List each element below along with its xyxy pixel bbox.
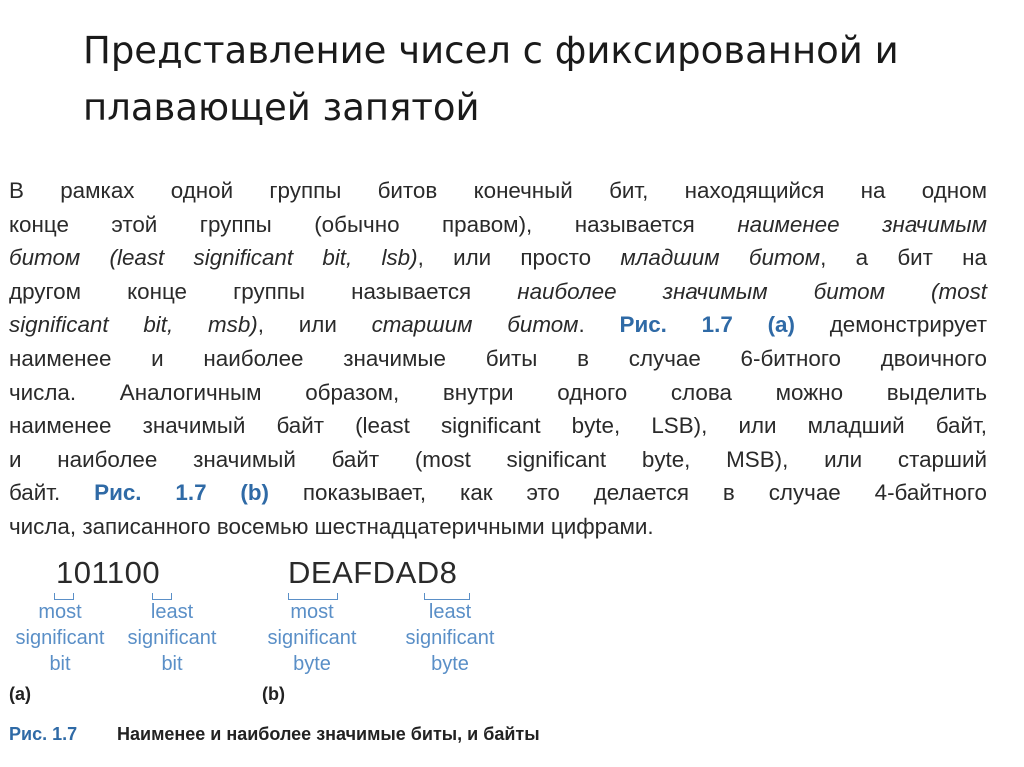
figure-a	[0, 555, 240, 695]
paragraph-line	[9, 174, 987, 208]
caption-word: byte	[431, 653, 469, 675]
paragraph-line	[9, 510, 987, 544]
text-run: конце этой группы (обычно правом), называется	[9, 211, 738, 237]
text-run: наименее и наиболее значимые биты в случае 6-битного двоичного	[9, 345, 987, 371]
caption-word: least	[428, 601, 472, 623]
paragraph-line	[9, 241, 987, 275]
caption-word: least	[150, 601, 194, 623]
text-run: числа, записанного восемью шестнадцатеричными цифрами.	[9, 513, 654, 539]
figure-b-label: (b)	[262, 684, 285, 704]
text-run: наименее значимый байт (least significant byte, LSB), или младший байт,	[9, 413, 987, 439]
caption-word: most	[290, 601, 334, 623]
caption-text: Наименее и наиболее значимые биты, и байты	[117, 724, 540, 744]
lsb-caption	[112, 599, 232, 677]
figure-caption	[9, 724, 540, 745]
text-run: , или просто	[417, 245, 621, 271]
paragraph-line	[9, 342, 987, 376]
body-paragraph	[9, 174, 987, 544]
paragraph-line	[9, 376, 987, 410]
figure-a-label: (a)	[9, 684, 31, 704]
text-run: .	[578, 312, 620, 338]
paragraph-line	[9, 208, 987, 242]
slide-title	[83, 22, 1003, 136]
italic-term: старшим битом	[371, 312, 579, 338]
text-run: показывает, как это делается в случае 4-байтного	[269, 480, 988, 506]
caption-word: bit	[161, 653, 183, 675]
italic-term: младшим битом	[620, 245, 821, 271]
slide-title-line-1: Представление чисел с фиксированной и	[83, 29, 899, 72]
paragraph-line	[9, 476, 987, 510]
slide-title-line-2: плавающей запятой	[83, 86, 480, 129]
caption-word: byte	[293, 653, 331, 675]
caption-word: significant	[127, 627, 217, 649]
paragraph-line	[9, 409, 987, 443]
paragraph-line	[9, 308, 987, 342]
italic-term: наиболее значимым битом (most	[517, 278, 987, 304]
caption-word: most	[38, 601, 82, 623]
text-run: , или	[257, 312, 372, 338]
text-run: и наиболее значимый байт (most significant byte, MSB), или старший	[9, 446, 987, 472]
text-run: другом конце группы называется	[9, 278, 518, 304]
caption-word: significant	[15, 627, 105, 649]
text-run: числа. Аналогичным образом, внутри одного слова можно выделить	[9, 379, 987, 405]
text-run: В рамках одной группы битов конечный бит, находящийся на одном	[9, 178, 987, 203]
paragraph-line	[9, 275, 987, 309]
caption-word: significant	[267, 627, 357, 649]
text-run: , а бит на	[820, 245, 987, 271]
binary-number: 101100	[56, 555, 161, 590]
caption-word: significant	[405, 627, 495, 649]
italic-term: significant bit, msb)	[9, 312, 258, 338]
text-run: демонстрирует	[794, 312, 987, 338]
msb-caption	[0, 599, 120, 677]
text-run: байт.	[9, 480, 95, 506]
figure-reference-b: Рис. 1.7 (b)	[94, 480, 270, 506]
paragraph-line	[9, 443, 987, 477]
caption-number: Рис. 1.7	[9, 724, 78, 744]
figure-reference-a: Рис. 1.7 (a)	[619, 312, 795, 338]
caption-word: bit	[49, 653, 71, 675]
hex-number: DEAFDAD8	[288, 555, 458, 590]
figure-b	[250, 555, 520, 695]
italic-term: битом (least significant bit, lsb)	[9, 245, 418, 271]
lsb-caption	[390, 599, 510, 677]
msb-caption	[252, 599, 372, 677]
italic-term: наименее значимым	[737, 211, 987, 237]
